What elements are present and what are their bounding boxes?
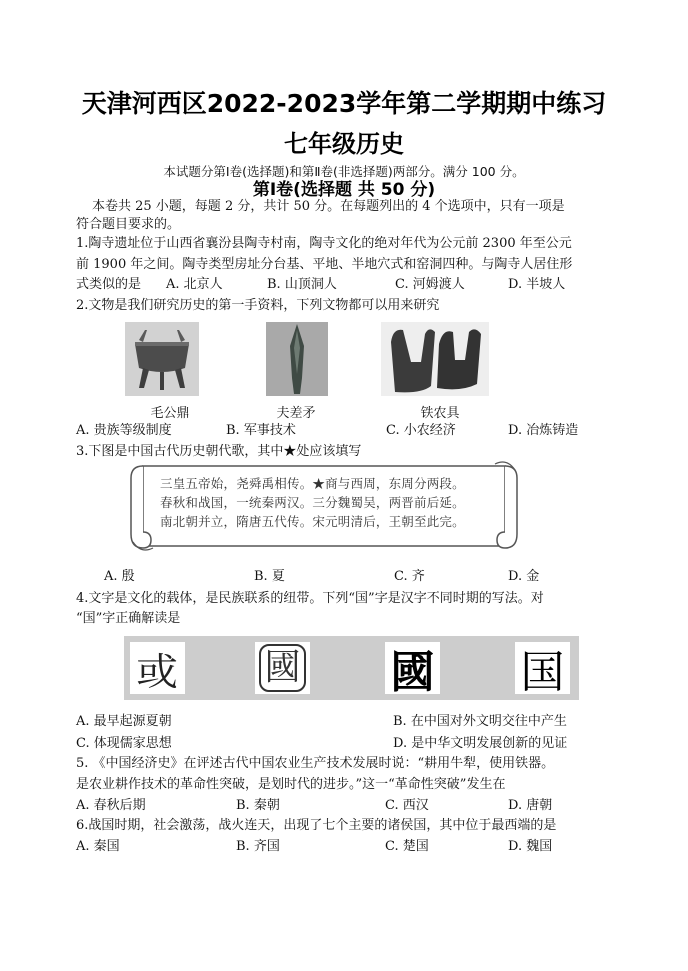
q4-option-c: C. 体现儒家思想 bbox=[76, 736, 172, 751]
q5-option-a: A. 春秋后期 bbox=[76, 798, 146, 813]
section-heading: 第Ⅰ卷(选择题 共 50 分) bbox=[252, 180, 436, 200]
instructions-line-1: 本卷共 25 小题，每题 2 分，共计 50 分。在每题列出的 4 个选项中，只有一项是 bbox=[92, 199, 565, 214]
guo-glyph-4: 国 bbox=[520, 647, 565, 698]
q2-option-d: D. 冶炼铸造 bbox=[508, 423, 579, 438]
q1-line-3: 式类似的是 bbox=[76, 277, 142, 292]
guo-simplified-glyph bbox=[515, 642, 570, 698]
q4-line-2: “国”字正确解读是 bbox=[76, 611, 181, 626]
poem-line-2: 春秋和战国，一统秦两汉。三分魏蜀吴，两晋前后延。 bbox=[160, 495, 465, 510]
guo-oracle-glyph bbox=[130, 642, 185, 694]
guo-character-strip bbox=[124, 636, 579, 700]
poem-line-3: 南北朝并立，隋唐五代传。宋元明清后，王朝至此完。 bbox=[160, 514, 465, 529]
q4-option-a: A. 最早起源夏朝 bbox=[76, 714, 172, 729]
q6-option-b: B. 齐国 bbox=[236, 839, 280, 854]
q1-option-d: D. 半坡人 bbox=[508, 277, 566, 292]
q6-option-a: A. 秦国 bbox=[76, 839, 120, 854]
q4-line-1: 4.文字是文化的载体，是民族联系的纽带。下列“国”字是汉字不同时期的写法。对 bbox=[76, 591, 544, 606]
exam-title: 天津河西区2022-2023学年第二学期期中练习 bbox=[81, 89, 607, 118]
q1-option-c: C. 河姆渡人 bbox=[395, 277, 465, 292]
q2-caption-2: 夫差矛 bbox=[276, 406, 316, 421]
q1-option-b: B. 山顶洞人 bbox=[267, 277, 337, 292]
guo-clerical-glyph bbox=[385, 642, 440, 698]
guo-glyph-2: 國 bbox=[259, 644, 305, 692]
scroll-poem bbox=[160, 474, 465, 531]
q2-caption-1: 毛公鼎 bbox=[150, 406, 190, 421]
q3-stem: 3.下图是中国古代历史朝代歌，其中★处应该填写 bbox=[76, 444, 362, 459]
guo-glyph-3: 國 bbox=[390, 647, 435, 698]
spear-image bbox=[266, 322, 328, 396]
guo-glyph-1: 或 bbox=[136, 649, 179, 694]
q4-option-d: D. 是中华文明发展创新的见证 bbox=[393, 736, 568, 751]
instructions-line-2: 符合题目要求的。 bbox=[76, 217, 181, 232]
q5-option-b: B. 秦朝 bbox=[236, 798, 280, 813]
q2-option-a: A. 贵族等级制度 bbox=[76, 423, 172, 438]
guo-seal-glyph bbox=[255, 642, 310, 694]
q2-option-c: C. 小农经济 bbox=[386, 423, 456, 438]
q4-option-b: B. 在中国对外文明交往中产生 bbox=[393, 714, 567, 729]
q3-option-d: D. 金 bbox=[508, 569, 540, 584]
q2-option-b: B. 军事技术 bbox=[226, 423, 296, 438]
poem-line-1: 三皇五帝始，尧舜禹相传。★商与西周，东周分两段。 bbox=[160, 476, 465, 491]
q5-option-d: D. 唐朝 bbox=[508, 798, 553, 813]
q5-line-1: 5. 《中国经济史》在评述古代中国农业生产技术发展时说：“耕用牛犁，使用铁器。 bbox=[76, 756, 555, 771]
q1-option-a: A. 北京人 bbox=[166, 277, 223, 292]
q5-line-2: 是农业耕作技术的革命性突破，是划时代的进步。”这一“革命性突破”发生在 bbox=[76, 777, 506, 792]
q3-option-b: B. 夏 bbox=[254, 569, 285, 584]
exam-intro: 本试题分第Ⅰ卷(选择题)和第Ⅱ卷(非选择题)两部分。满分 100 分。 bbox=[163, 164, 525, 179]
q6-option-d: D. 魏国 bbox=[508, 839, 553, 854]
exam-subtitle: 七年级历史 bbox=[284, 130, 404, 158]
q6-option-c: C. 楚国 bbox=[385, 839, 429, 854]
q1-line-2: 前 1900 年之间。陶寺类型房址分台基、平地、半地穴式和窑洞四种。与陶寺人居住形 bbox=[76, 257, 573, 272]
q2-stem: 2.文物是我们研究历史的第一手资料，下列文物都可以用来研究 bbox=[76, 298, 440, 313]
iron-tool-image bbox=[381, 322, 489, 396]
q3-option-a: A. 殷 bbox=[104, 569, 135, 584]
q5-option-c: C. 西汉 bbox=[385, 798, 429, 813]
q2-caption-3: 铁农具 bbox=[420, 406, 460, 421]
q6-stem: 6.战国时期，社会激荡，战火连天，出现了七个主要的诸侯国，其中位于最西端的是 bbox=[76, 818, 557, 833]
q3-option-c: C. 齐 bbox=[394, 569, 425, 584]
ding-vessel-image bbox=[125, 322, 199, 396]
q1-line-1: 1.陶寺遗址位于山西省襄汾县陶寺村南，陶寺文化的绝对年代为公元前 2300 年至公元 bbox=[76, 236, 572, 251]
